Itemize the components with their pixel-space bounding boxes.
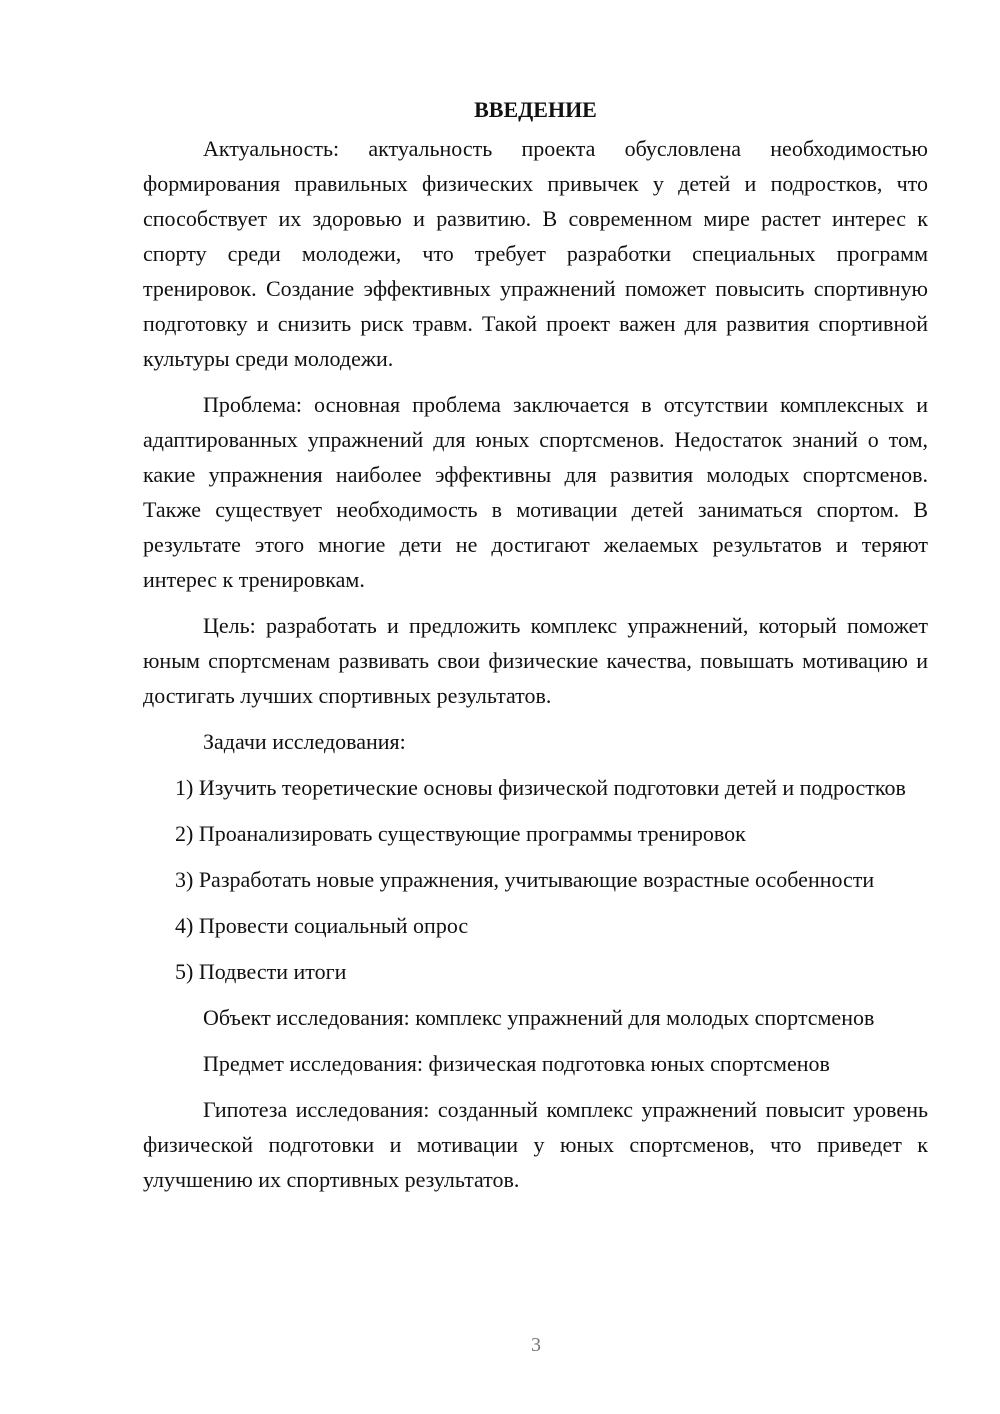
subject-paragraph: Предмет исследования: физическая подготовка юных спортсменов xyxy=(203,1051,830,1076)
object-paragraph: Объект исследования: комплекс упражнений для молодых спортсменов xyxy=(203,1005,875,1030)
goal-paragraph: Цель: разработать и предложить комплекс упражнений, который поможет юным спортсменам развивать свои физические качества, повышать мотивацию и достигать лучших спортивных результатов. xyxy=(143,613,928,708)
task-item-2: 2) Проанализировать существующие программы тренировок xyxy=(175,821,746,846)
page-title: ВВЕДЕНИЕ xyxy=(474,97,597,122)
task-item-3: 3) Разработать новые упражнения, учитывающие возрастные особенности xyxy=(175,867,875,892)
page-number: 3 xyxy=(531,1334,541,1356)
page-content xyxy=(143,92,928,1208)
relevance-paragraph: Актуальность: актуальность проекта обусловлена необходимостью формирования правильных физических привычек у детей и подростков, что способствует их здоровью и развитию. В современном мире растет интерес к спорту среди молодежи, что требует разработки специальных программ тренировок. Создание эффективных упражнений поможет повысить спортивную подготовку и снизить риск травм. Такой проект важен для развития спортивной культуры среди молодежи. xyxy=(143,136,928,371)
task-item-5: 5) Подвести итоги xyxy=(175,959,347,984)
task-item-4: 4) Провести социальный опрос xyxy=(175,913,469,938)
problem-paragraph: Проблема: основная проблема заключается в отсутствии комплексных и адаптированных упражнений для юных спортсменов. Недостаток знаний о том, какие упражнения наиболее эффективны для развития молодых спортсменов. Также существует необходимость в мотивации детей заниматься спортом. В результате этого многие дети не достигают желаемых результатов и теряют интерес к тренировкам. xyxy=(143,392,928,592)
task-item-1: 1) Изучить теоретические основы физической подготовки детей и подростков xyxy=(175,775,906,800)
hypothesis-paragraph: Гипотеза исследования: созданный комплекс упражнений повысит уровень физической подготовки и мотивации у юных спортсменов, что приведет к улучшению их спортивных результатов. xyxy=(143,1097,928,1192)
tasks-heading: Задачи исследования: xyxy=(203,729,406,754)
